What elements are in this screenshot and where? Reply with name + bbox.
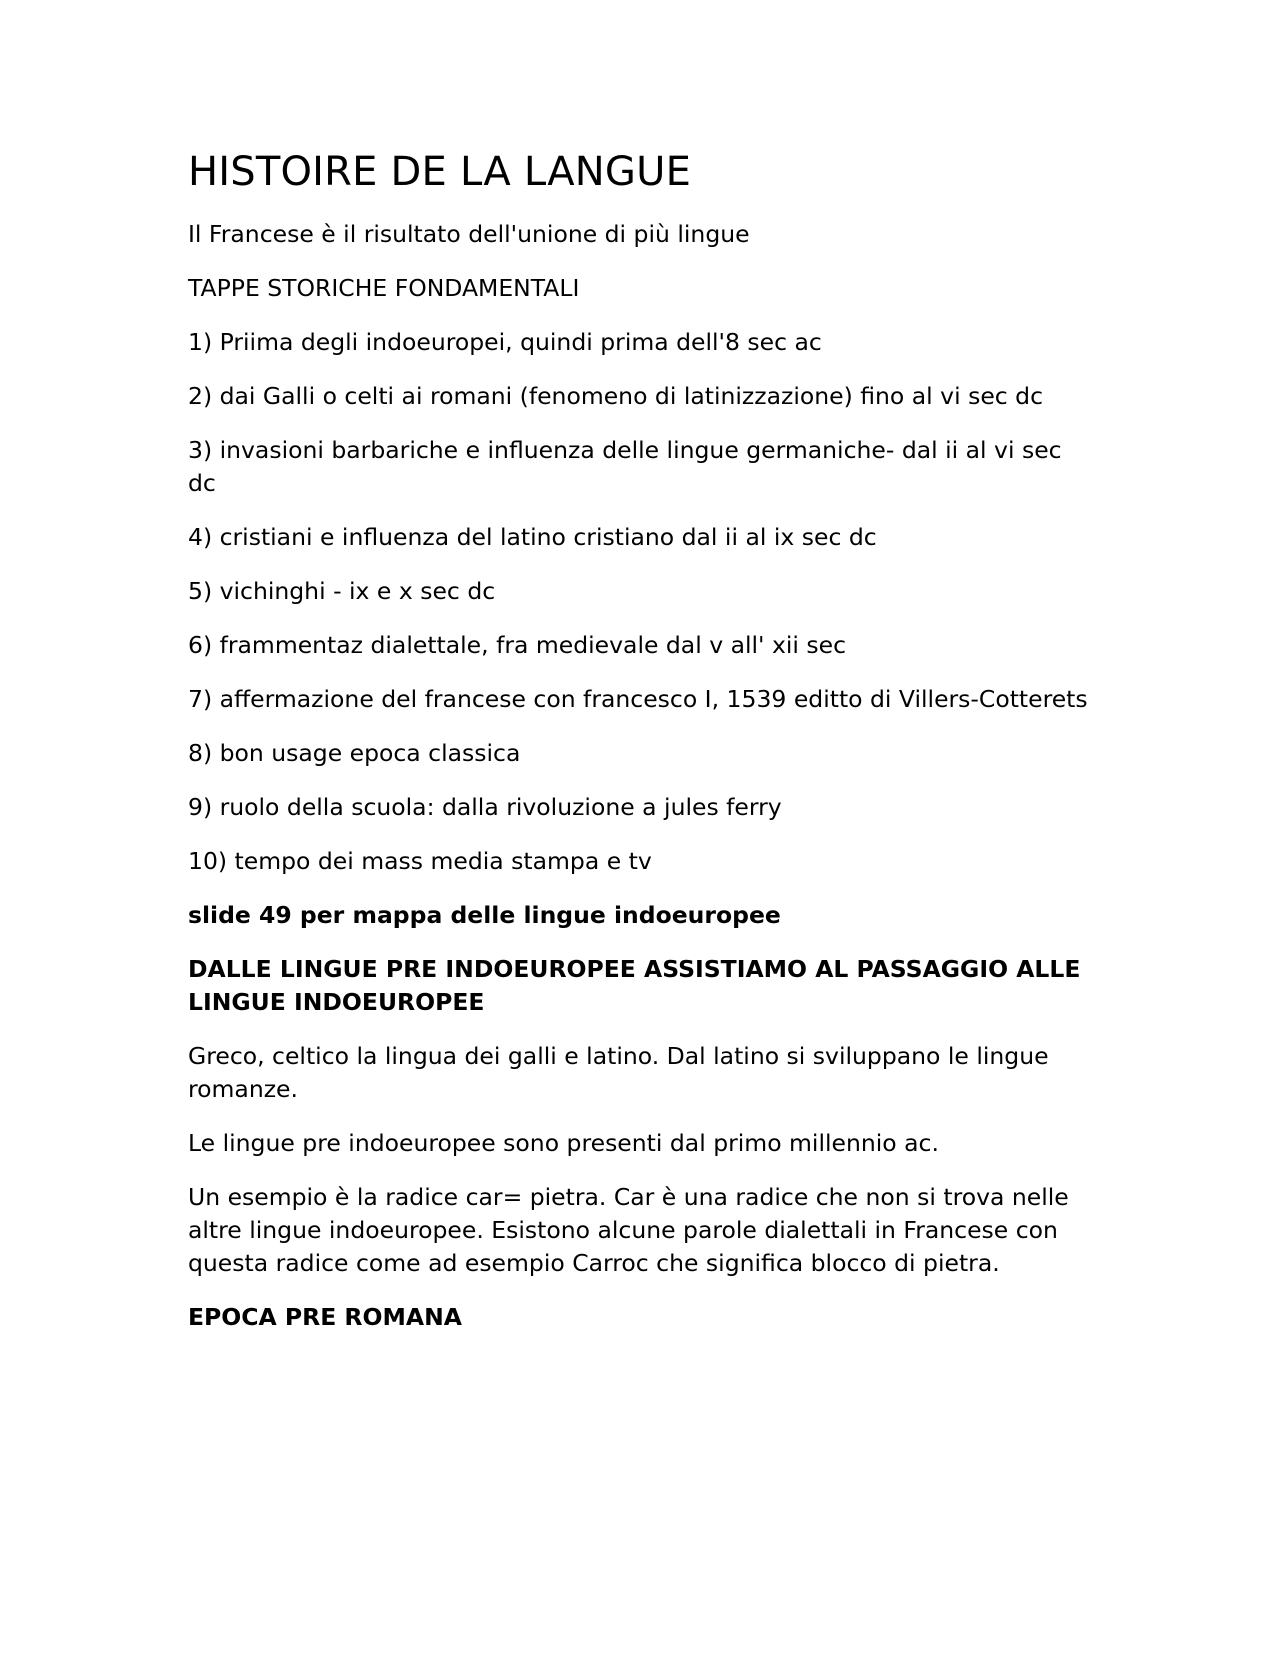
- stage-item: 8) bon usage epoca classica: [188, 739, 521, 767]
- section-heading: TAPPE STORICHE FONDAMENTALI: [188, 274, 580, 302]
- pre-roman-heading: EPOCA PRE ROMANA: [188, 1303, 462, 1331]
- stage-item: 10) tempo dei mass media stampa e tv: [188, 847, 652, 875]
- car-root-paragraph: Un esempio è la radice car= pietra. Car è una radice che non si trova nelle altre lingue indoeuropee. Esistono alcune parole dialettali in Francese con questa radice come ad esempio Carroc che significa blocco di pietra.: [188, 1183, 1069, 1277]
- stage-item: 6) frammentaz dialettale, fra medievale dal v all' xii sec: [188, 631, 847, 659]
- stage-item: 7) affermazione del francese con francesco I, 1539 editto di Villers-Cotterets: [188, 685, 1088, 713]
- stage-item: 1) Priima degli indoeuropei, quindi prima dell'8 sec ac: [188, 328, 822, 356]
- slide-note: slide 49 per mappa delle lingue indoeuropee: [188, 901, 781, 929]
- intro-paragraph: Il Francese è il risultato dell'unione di più lingue: [188, 220, 750, 248]
- stage-item: 4) cristiani e influenza del latino cristiano dal ii al ix sec dc: [188, 523, 877, 551]
- stage-item: 5) vichinghi - ix e x sec dc: [188, 577, 496, 605]
- document-page: [188, 148, 1088, 1355]
- stage-item: 2) dai Galli o celti ai romani (fenomeno di latinizzazione) fino al vi sec dc: [188, 382, 1044, 410]
- stage-item: 9) ruolo della scuola: dalla rivoluzione a jules ferry: [188, 793, 782, 821]
- document-title: HISTOIRE DE LA LANGUE: [188, 149, 692, 195]
- transition-heading: DALLE LINGUE PRE INDOEUROPEE ASSISTIAMO AL PASSAGGIO ALLE LINGUE INDOEUROPEE: [188, 955, 1081, 1016]
- greek-paragraph: Greco, celtico la lingua dei galli e latino. Dal latino si sviluppano le lingue romanze.: [188, 1042, 1049, 1103]
- stage-item: 3) invasioni barbariche e influenza delle lingue germaniche- dal ii al vi sec dc: [188, 436, 1062, 497]
- pre-indoeuropean-paragraph: Le lingue pre indoeuropee sono presenti dal primo millennio ac.: [188, 1129, 939, 1157]
